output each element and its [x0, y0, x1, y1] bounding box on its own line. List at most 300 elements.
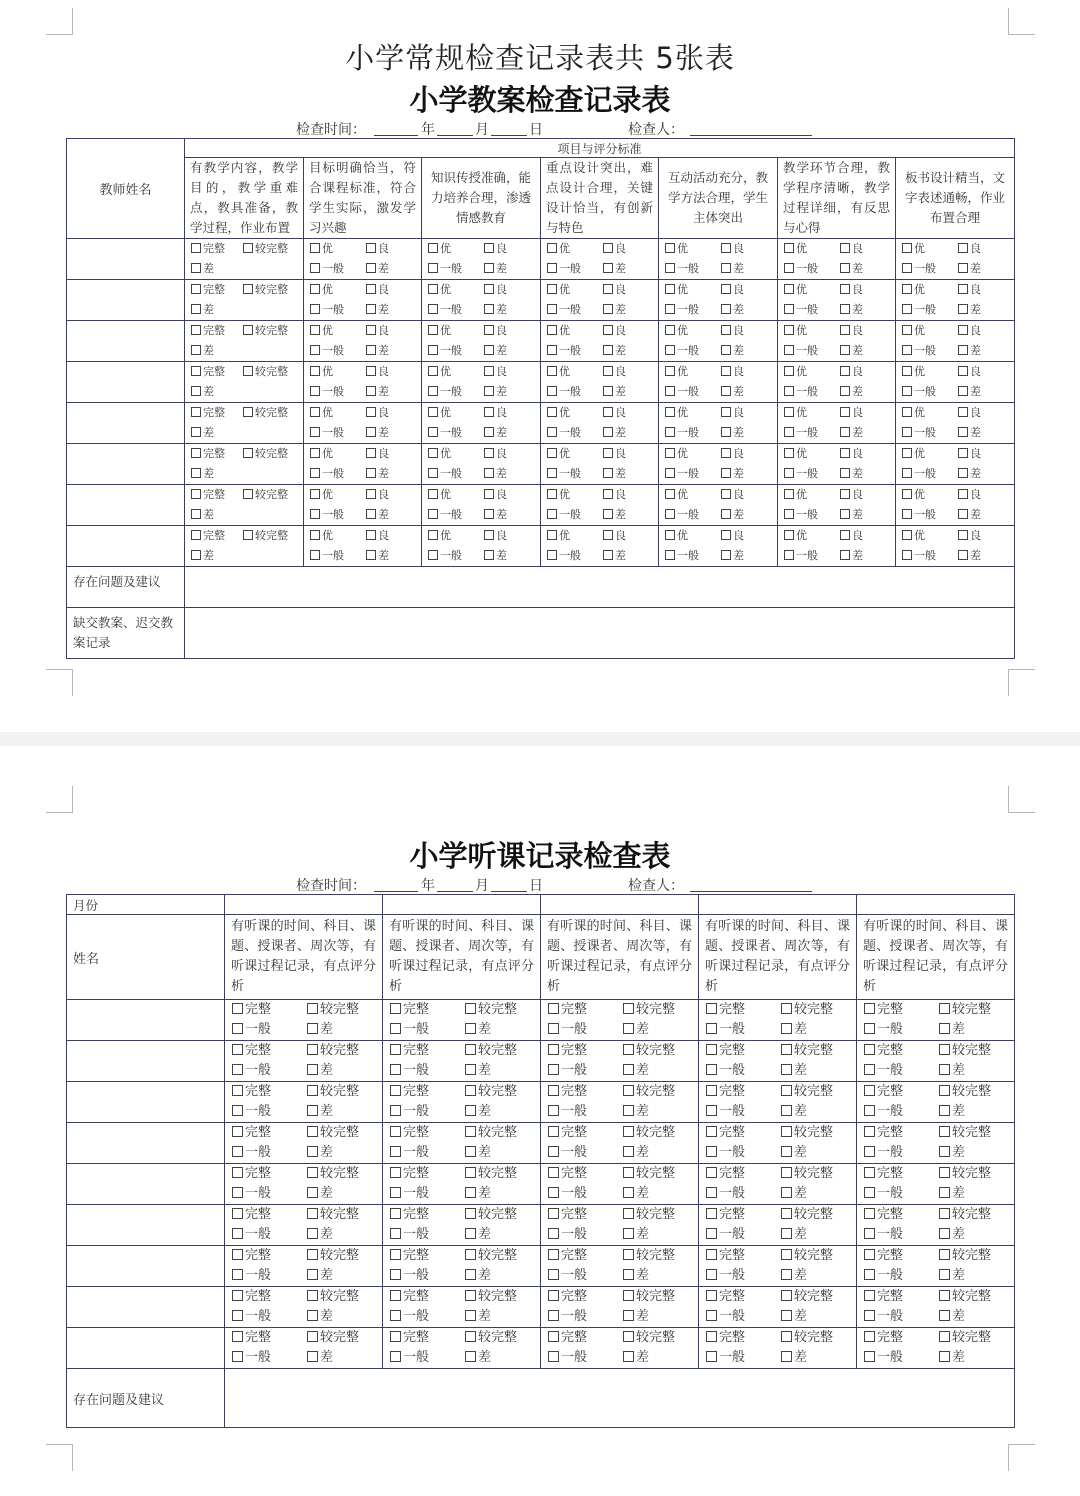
inspector-blank[interactable] [690, 135, 812, 136]
checkbox-good[interactable]: 良 [484, 444, 507, 464]
teacher-name-cell[interactable] [67, 321, 185, 362]
checkbox-poor[interactable]: 差 [484, 341, 507, 361]
checkbox-poor[interactable]: 差 [781, 1184, 807, 1204]
checkbox-average[interactable]: 一般 [390, 1102, 429, 1122]
checkbox-good[interactable]: 良 [840, 485, 863, 505]
checkbox-poor[interactable]: 差 [603, 546, 626, 566]
checkbox-average[interactable]: 一般 [310, 546, 344, 566]
checkbox-mostly-complete[interactable]: 较完整 [939, 1000, 991, 1020]
checkbox-mostly-complete[interactable]: 较完整 [243, 362, 288, 382]
checkbox-excellent[interactable]: 优 [547, 362, 570, 382]
checkbox-complete[interactable]: 完整 [706, 1000, 745, 1020]
checkbox-good[interactable]: 良 [840, 362, 863, 382]
checkbox-complete[interactable]: 完整 [232, 1000, 271, 1020]
teacher-name-cell[interactable] [67, 526, 185, 567]
checkbox-poor[interactable]: 差 [484, 464, 507, 484]
checkbox-average[interactable]: 一般 [902, 259, 936, 279]
checkbox-poor[interactable]: 差 [721, 505, 744, 525]
checkbox-poor[interactable]: 差 [603, 382, 626, 402]
checkbox-poor[interactable]: 差 [939, 1102, 965, 1122]
checkbox-mostly-complete[interactable]: 较完整 [243, 444, 288, 464]
checkbox-good[interactable]: 良 [484, 403, 507, 423]
name-cell[interactable] [67, 1287, 225, 1328]
checkbox-complete[interactable]: 完整 [548, 1328, 587, 1348]
checkbox-average[interactable]: 一般 [665, 464, 699, 484]
checkbox-average[interactable]: 一般 [390, 1020, 429, 1040]
checkbox-mostly-complete[interactable]: 较完整 [939, 1205, 991, 1225]
checkbox-poor[interactable]: 差 [958, 505, 981, 525]
checkbox-poor[interactable]: 差 [484, 259, 507, 279]
checkbox-mostly-complete[interactable]: 较完整 [465, 1205, 517, 1225]
checkbox-poor[interactable]: 差 [781, 1225, 807, 1245]
checkbox-excellent[interactable]: 优 [665, 403, 688, 423]
checkbox-excellent[interactable]: 优 [665, 526, 688, 546]
checkbox-complete[interactable]: 完整 [390, 1246, 429, 1266]
checkbox-good[interactable]: 良 [366, 321, 389, 341]
teacher-name-cell[interactable] [67, 239, 185, 280]
checkbox-poor[interactable]: 差 [958, 259, 981, 279]
checkbox-poor[interactable]: 差 [366, 546, 389, 566]
checkbox-mostly-complete[interactable]: 较完整 [781, 1205, 833, 1225]
checkbox-average[interactable]: 一般 [902, 341, 936, 361]
checkbox-excellent[interactable]: 优 [310, 444, 333, 464]
checkbox-complete[interactable]: 完整 [232, 1123, 271, 1143]
checkbox-average[interactable]: 一般 [902, 505, 936, 525]
checkbox-complete[interactable]: 完整 [191, 526, 225, 546]
checkbox-excellent[interactable]: 优 [902, 485, 925, 505]
checkbox-average[interactable]: 一般 [547, 382, 581, 402]
checkbox-excellent[interactable]: 优 [547, 485, 570, 505]
checkbox-average[interactable]: 一般 [428, 423, 462, 443]
checkbox-mostly-complete[interactable]: 较完整 [307, 1287, 359, 1307]
checkbox-poor[interactable]: 差 [191, 300, 214, 320]
checkbox-average[interactable]: 一般 [547, 300, 581, 320]
checkbox-good[interactable]: 良 [603, 403, 626, 423]
checkbox-average[interactable]: 一般 [390, 1225, 429, 1245]
checkbox-good[interactable]: 良 [603, 280, 626, 300]
teacher-name-cell[interactable] [67, 280, 185, 321]
checkbox-excellent[interactable]: 优 [310, 403, 333, 423]
checkbox-good[interactable]: 良 [603, 444, 626, 464]
checkbox-average[interactable]: 一般 [390, 1266, 429, 1286]
teacher-name-cell[interactable] [67, 403, 185, 444]
checkbox-mostly-complete[interactable]: 较完整 [243, 280, 288, 300]
checkbox-good[interactable]: 良 [603, 485, 626, 505]
checkbox-mostly-complete[interactable]: 较完整 [939, 1082, 991, 1102]
inspector-blank[interactable] [690, 891, 812, 892]
checkbox-good[interactable]: 良 [840, 321, 863, 341]
checkbox-average[interactable]: 一般 [232, 1061, 271, 1081]
checkbox-poor[interactable]: 差 [781, 1307, 807, 1327]
checkbox-excellent[interactable]: 优 [310, 526, 333, 546]
checkbox-good[interactable]: 良 [958, 321, 981, 341]
checkbox-mostly-complete[interactable]: 较完整 [939, 1164, 991, 1184]
checkbox-complete[interactable]: 完整 [706, 1287, 745, 1307]
checkbox-complete[interactable]: 完整 [232, 1205, 271, 1225]
checkbox-poor[interactable]: 差 [307, 1143, 333, 1163]
checkbox-average[interactable]: 一般 [232, 1266, 271, 1286]
checkbox-excellent[interactable]: 优 [428, 239, 451, 259]
checkbox-poor[interactable]: 差 [781, 1143, 807, 1163]
checkbox-poor[interactable]: 差 [603, 341, 626, 361]
checkbox-excellent[interactable]: 优 [310, 362, 333, 382]
checkbox-average[interactable]: 一般 [232, 1184, 271, 1204]
checkbox-mostly-complete[interactable]: 较完整 [781, 1164, 833, 1184]
checkbox-mostly-complete[interactable]: 较完整 [243, 485, 288, 505]
checkbox-poor[interactable]: 差 [623, 1348, 649, 1368]
checkbox-average[interactable]: 一般 [547, 259, 581, 279]
checkbox-excellent[interactable]: 优 [784, 526, 807, 546]
checkbox-complete[interactable]: 完整 [191, 280, 225, 300]
checkbox-average[interactable]: 一般 [310, 423, 344, 443]
checkbox-good[interactable]: 良 [603, 526, 626, 546]
checkbox-average[interactable]: 一般 [864, 1225, 903, 1245]
checkbox-average[interactable]: 一般 [232, 1348, 271, 1368]
checkbox-average[interactable]: 一般 [310, 382, 344, 402]
checkbox-poor[interactable]: 差 [307, 1184, 333, 1204]
checkbox-poor[interactable]: 差 [840, 341, 863, 361]
checkbox-average[interactable]: 一般 [547, 341, 581, 361]
problems-input[interactable] [225, 1369, 1015, 1428]
checkbox-average[interactable]: 一般 [548, 1143, 587, 1163]
checkbox-complete[interactable]: 完整 [548, 1205, 587, 1225]
checkbox-good[interactable]: 良 [603, 362, 626, 382]
checkbox-excellent[interactable]: 优 [784, 321, 807, 341]
checkbox-complete[interactable]: 完整 [232, 1246, 271, 1266]
checkbox-excellent[interactable]: 优 [902, 362, 925, 382]
day-blank[interactable] [491, 135, 527, 136]
checkbox-mostly-complete[interactable]: 较完整 [307, 1000, 359, 1020]
checkbox-average[interactable]: 一般 [902, 382, 936, 402]
checkbox-complete[interactable]: 完整 [191, 444, 225, 464]
checkbox-good[interactable]: 良 [721, 485, 744, 505]
checkbox-poor[interactable]: 差 [939, 1307, 965, 1327]
checkbox-poor[interactable]: 差 [465, 1102, 491, 1122]
checkbox-poor[interactable]: 差 [939, 1225, 965, 1245]
checkbox-excellent[interactable]: 优 [428, 526, 451, 546]
checkbox-average[interactable]: 一般 [548, 1102, 587, 1122]
checkbox-poor[interactable]: 差 [465, 1061, 491, 1081]
checkbox-good[interactable]: 良 [840, 280, 863, 300]
checkbox-poor[interactable]: 差 [623, 1143, 649, 1163]
checkbox-complete[interactable]: 完整 [864, 1287, 903, 1307]
checkbox-mostly-complete[interactable]: 较完整 [307, 1246, 359, 1266]
checkbox-mostly-complete[interactable]: 较完整 [939, 1287, 991, 1307]
checkbox-poor[interactable]: 差 [465, 1143, 491, 1163]
checkbox-average[interactable]: 一般 [706, 1102, 745, 1122]
checkbox-complete[interactable]: 完整 [232, 1041, 271, 1061]
checkbox-average[interactable]: 一般 [548, 1225, 587, 1245]
checkbox-mostly-complete[interactable]: 较完整 [623, 1164, 675, 1184]
checkbox-poor[interactable]: 差 [840, 464, 863, 484]
year-blank[interactable] [374, 135, 418, 136]
checkbox-excellent[interactable]: 优 [665, 280, 688, 300]
checkbox-poor[interactable]: 差 [721, 382, 744, 402]
checkbox-average[interactable]: 一般 [390, 1184, 429, 1204]
checkbox-mostly-complete[interactable]: 较完整 [465, 1164, 517, 1184]
month-cell[interactable] [699, 895, 857, 915]
checkbox-good[interactable]: 良 [958, 280, 981, 300]
month-blank[interactable] [437, 891, 473, 892]
checkbox-complete[interactable]: 完整 [548, 1041, 587, 1061]
checkbox-average[interactable]: 一般 [310, 464, 344, 484]
checkbox-poor[interactable]: 差 [484, 546, 507, 566]
checkbox-average[interactable]: 一般 [390, 1348, 429, 1368]
checkbox-mostly-complete[interactable]: 较完整 [623, 1082, 675, 1102]
checkbox-complete[interactable]: 完整 [232, 1082, 271, 1102]
checkbox-excellent[interactable]: 优 [665, 239, 688, 259]
checkbox-good[interactable]: 良 [721, 444, 744, 464]
checkbox-complete[interactable]: 完整 [706, 1082, 745, 1102]
checkbox-average[interactable]: 一般 [428, 464, 462, 484]
problems-input[interactable] [185, 567, 1015, 608]
checkbox-poor[interactable]: 差 [366, 423, 389, 443]
checkbox-average[interactable]: 一般 [428, 259, 462, 279]
checkbox-good[interactable]: 良 [603, 321, 626, 341]
checkbox-complete[interactable]: 完整 [191, 321, 225, 341]
checkbox-average[interactable]: 一般 [864, 1020, 903, 1040]
checkbox-average[interactable]: 一般 [706, 1348, 745, 1368]
checkbox-average[interactable]: 一般 [784, 300, 818, 320]
checkbox-average[interactable]: 一般 [428, 341, 462, 361]
checkbox-average[interactable]: 一般 [864, 1102, 903, 1122]
checkbox-mostly-complete[interactable]: 较完整 [465, 1041, 517, 1061]
checkbox-average[interactable]: 一般 [902, 423, 936, 443]
checkbox-poor[interactable]: 差 [307, 1225, 333, 1245]
checkbox-poor[interactable]: 差 [465, 1266, 491, 1286]
checkbox-average[interactable]: 一般 [548, 1184, 587, 1204]
checkbox-excellent[interactable]: 优 [428, 362, 451, 382]
checkbox-good[interactable]: 良 [958, 444, 981, 464]
checkbox-poor[interactable]: 差 [781, 1102, 807, 1122]
checkbox-average[interactable]: 一般 [548, 1061, 587, 1081]
checkbox-poor[interactable]: 差 [958, 464, 981, 484]
checkbox-excellent[interactable]: 优 [902, 403, 925, 423]
checkbox-average[interactable]: 一般 [706, 1225, 745, 1245]
checkbox-complete[interactable]: 完整 [548, 1082, 587, 1102]
checkbox-good[interactable]: 良 [721, 362, 744, 382]
checkbox-mostly-complete[interactable]: 较完整 [307, 1164, 359, 1184]
checkbox-good[interactable]: 良 [840, 444, 863, 464]
checkbox-excellent[interactable]: 优 [665, 444, 688, 464]
checkbox-average[interactable]: 一般 [547, 464, 581, 484]
checkbox-mostly-complete[interactable]: 较完整 [781, 1000, 833, 1020]
checkbox-complete[interactable]: 完整 [864, 1328, 903, 1348]
checkbox-complete[interactable]: 完整 [191, 485, 225, 505]
checkbox-mostly-complete[interactable]: 较完整 [623, 1287, 675, 1307]
checkbox-mostly-complete[interactable]: 较完整 [623, 1000, 675, 1020]
checkbox-complete[interactable]: 完整 [548, 1000, 587, 1020]
checkbox-complete[interactable]: 完整 [864, 1082, 903, 1102]
checkbox-average[interactable]: 一般 [547, 546, 581, 566]
checkbox-excellent[interactable]: 优 [902, 239, 925, 259]
checkbox-poor[interactable]: 差 [484, 423, 507, 443]
checkbox-complete[interactable]: 完整 [548, 1164, 587, 1184]
checkbox-mostly-complete[interactable]: 较完整 [781, 1246, 833, 1266]
checkbox-average[interactable]: 一般 [706, 1184, 745, 1204]
checkbox-complete[interactable]: 完整 [390, 1328, 429, 1348]
checkbox-good[interactable]: 良 [603, 239, 626, 259]
checkbox-average[interactable]: 一般 [864, 1143, 903, 1163]
checkbox-complete[interactable]: 完整 [390, 1123, 429, 1143]
name-cell[interactable] [67, 1123, 225, 1164]
checkbox-good[interactable]: 良 [721, 526, 744, 546]
checkbox-mostly-complete[interactable]: 较完整 [465, 1287, 517, 1307]
checkbox-average[interactable]: 一般 [706, 1061, 745, 1081]
checkbox-complete[interactable]: 完整 [864, 1000, 903, 1020]
checkbox-excellent[interactable]: 优 [428, 444, 451, 464]
checkbox-mostly-complete[interactable]: 较完整 [465, 1000, 517, 1020]
checkbox-average[interactable]: 一般 [548, 1266, 587, 1286]
teacher-name-cell[interactable] [67, 485, 185, 526]
checkbox-average[interactable]: 一般 [428, 546, 462, 566]
checkbox-excellent[interactable]: 优 [310, 485, 333, 505]
checkbox-average[interactable]: 一般 [390, 1061, 429, 1081]
checkbox-good[interactable]: 良 [366, 444, 389, 464]
checkbox-good[interactable]: 良 [484, 485, 507, 505]
checkbox-poor[interactable]: 差 [366, 464, 389, 484]
checkbox-mostly-complete[interactable]: 较完整 [781, 1287, 833, 1307]
checkbox-good[interactable]: 良 [721, 280, 744, 300]
name-cell[interactable] [67, 1041, 225, 1082]
checkbox-average[interactable]: 一般 [784, 259, 818, 279]
checkbox-average[interactable]: 一般 [232, 1143, 271, 1163]
checkbox-average[interactable]: 一般 [232, 1020, 271, 1040]
checkbox-average[interactable]: 一般 [310, 505, 344, 525]
missing-input[interactable] [185, 608, 1015, 659]
checkbox-excellent[interactable]: 优 [310, 321, 333, 341]
checkbox-poor[interactable]: 差 [939, 1061, 965, 1081]
checkbox-average[interactable]: 一般 [547, 423, 581, 443]
checkbox-poor[interactable]: 差 [366, 259, 389, 279]
month-cell[interactable] [225, 895, 383, 915]
checkbox-mostly-complete[interactable]: 较完整 [623, 1328, 675, 1348]
checkbox-average[interactable]: 一般 [665, 546, 699, 566]
teacher-name-cell[interactable] [67, 444, 185, 485]
checkbox-complete[interactable]: 完整 [706, 1205, 745, 1225]
checkbox-mostly-complete[interactable]: 较完整 [939, 1041, 991, 1061]
name-cell[interactable] [67, 1205, 225, 1246]
checkbox-excellent[interactable]: 优 [902, 526, 925, 546]
checkbox-good[interactable]: 良 [484, 280, 507, 300]
checkbox-average[interactable]: 一般 [428, 300, 462, 320]
checkbox-average[interactable]: 一般 [428, 505, 462, 525]
checkbox-poor[interactable]: 差 [840, 505, 863, 525]
checkbox-excellent[interactable]: 优 [310, 239, 333, 259]
checkbox-poor[interactable]: 差 [603, 464, 626, 484]
checkbox-excellent[interactable]: 优 [665, 321, 688, 341]
checkbox-poor[interactable]: 差 [465, 1348, 491, 1368]
teacher-name-cell[interactable] [67, 362, 185, 403]
checkbox-complete[interactable]: 完整 [390, 1205, 429, 1225]
checkbox-poor[interactable]: 差 [465, 1307, 491, 1327]
checkbox-poor[interactable]: 差 [603, 423, 626, 443]
checkbox-poor[interactable]: 差 [939, 1348, 965, 1368]
checkbox-excellent[interactable]: 优 [428, 280, 451, 300]
checkbox-poor[interactable]: 差 [958, 546, 981, 566]
checkbox-complete[interactable]: 完整 [191, 362, 225, 382]
checkbox-average[interactable]: 一般 [902, 546, 936, 566]
checkbox-poor[interactable]: 差 [721, 546, 744, 566]
checkbox-average[interactable]: 一般 [706, 1020, 745, 1040]
name-cell[interactable] [67, 1082, 225, 1123]
checkbox-complete[interactable]: 完整 [232, 1287, 271, 1307]
checkbox-average[interactable]: 一般 [310, 259, 344, 279]
checkbox-complete[interactable]: 完整 [232, 1164, 271, 1184]
checkbox-poor[interactable]: 差 [721, 464, 744, 484]
checkbox-excellent[interactable]: 优 [902, 280, 925, 300]
checkbox-poor[interactable]: 差 [603, 505, 626, 525]
year-blank[interactable] [374, 891, 418, 892]
checkbox-good[interactable]: 良 [840, 239, 863, 259]
checkbox-complete[interactable]: 完整 [191, 239, 225, 259]
checkbox-complete[interactable]: 完整 [706, 1246, 745, 1266]
checkbox-excellent[interactable]: 优 [784, 280, 807, 300]
checkbox-mostly-complete[interactable]: 较完整 [243, 321, 288, 341]
checkbox-poor[interactable]: 差 [958, 382, 981, 402]
checkbox-poor[interactable]: 差 [781, 1061, 807, 1081]
checkbox-mostly-complete[interactable]: 较完整 [465, 1328, 517, 1348]
checkbox-good[interactable]: 良 [958, 239, 981, 259]
checkbox-complete[interactable]: 完整 [864, 1205, 903, 1225]
name-cell[interactable] [67, 1246, 225, 1287]
checkbox-good[interactable]: 良 [958, 485, 981, 505]
checkbox-mostly-complete[interactable]: 较完整 [939, 1328, 991, 1348]
checkbox-average[interactable]: 一般 [547, 505, 581, 525]
checkbox-complete[interactable]: 完整 [390, 1287, 429, 1307]
checkbox-poor[interactable]: 差 [781, 1348, 807, 1368]
checkbox-good[interactable]: 良 [366, 362, 389, 382]
checkbox-complete[interactable]: 完整 [548, 1123, 587, 1143]
checkbox-good[interactable]: 良 [958, 526, 981, 546]
checkbox-poor[interactable]: 差 [958, 423, 981, 443]
checkbox-poor[interactable]: 差 [484, 382, 507, 402]
checkbox-poor[interactable]: 差 [939, 1184, 965, 1204]
checkbox-good[interactable]: 良 [484, 526, 507, 546]
checkbox-poor[interactable]: 差 [840, 300, 863, 320]
checkbox-mostly-complete[interactable]: 较完整 [243, 239, 288, 259]
checkbox-average[interactable]: 一般 [784, 546, 818, 566]
month-cell[interactable] [383, 895, 541, 915]
checkbox-good[interactable]: 良 [721, 239, 744, 259]
checkbox-good[interactable]: 良 [366, 239, 389, 259]
checkbox-good[interactable]: 良 [366, 403, 389, 423]
checkbox-complete[interactable]: 完整 [864, 1246, 903, 1266]
checkbox-complete[interactable]: 完整 [232, 1328, 271, 1348]
checkbox-average[interactable]: 一般 [665, 300, 699, 320]
checkbox-mostly-complete[interactable]: 较完整 [465, 1123, 517, 1143]
checkbox-mostly-complete[interactable]: 较完整 [243, 526, 288, 546]
checkbox-average[interactable]: 一般 [665, 382, 699, 402]
checkbox-good[interactable]: 良 [721, 321, 744, 341]
checkbox-excellent[interactable]: 优 [784, 403, 807, 423]
checkbox-good[interactable]: 良 [484, 239, 507, 259]
checkbox-average[interactable]: 一般 [310, 300, 344, 320]
checkbox-poor[interactable]: 差 [958, 300, 981, 320]
checkbox-average[interactable]: 一般 [665, 423, 699, 443]
checkbox-mostly-complete[interactable]: 较完整 [939, 1123, 991, 1143]
name-cell[interactable] [67, 1164, 225, 1205]
checkbox-poor[interactable]: 差 [603, 300, 626, 320]
checkbox-poor[interactable]: 差 [191, 423, 214, 443]
checkbox-complete[interactable]: 完整 [864, 1164, 903, 1184]
checkbox-complete[interactable]: 完整 [548, 1287, 587, 1307]
checkbox-average[interactable]: 一般 [232, 1102, 271, 1122]
checkbox-poor[interactable]: 差 [840, 546, 863, 566]
checkbox-excellent[interactable]: 优 [547, 444, 570, 464]
checkbox-poor[interactable]: 差 [623, 1184, 649, 1204]
checkbox-average[interactable]: 一般 [902, 464, 936, 484]
